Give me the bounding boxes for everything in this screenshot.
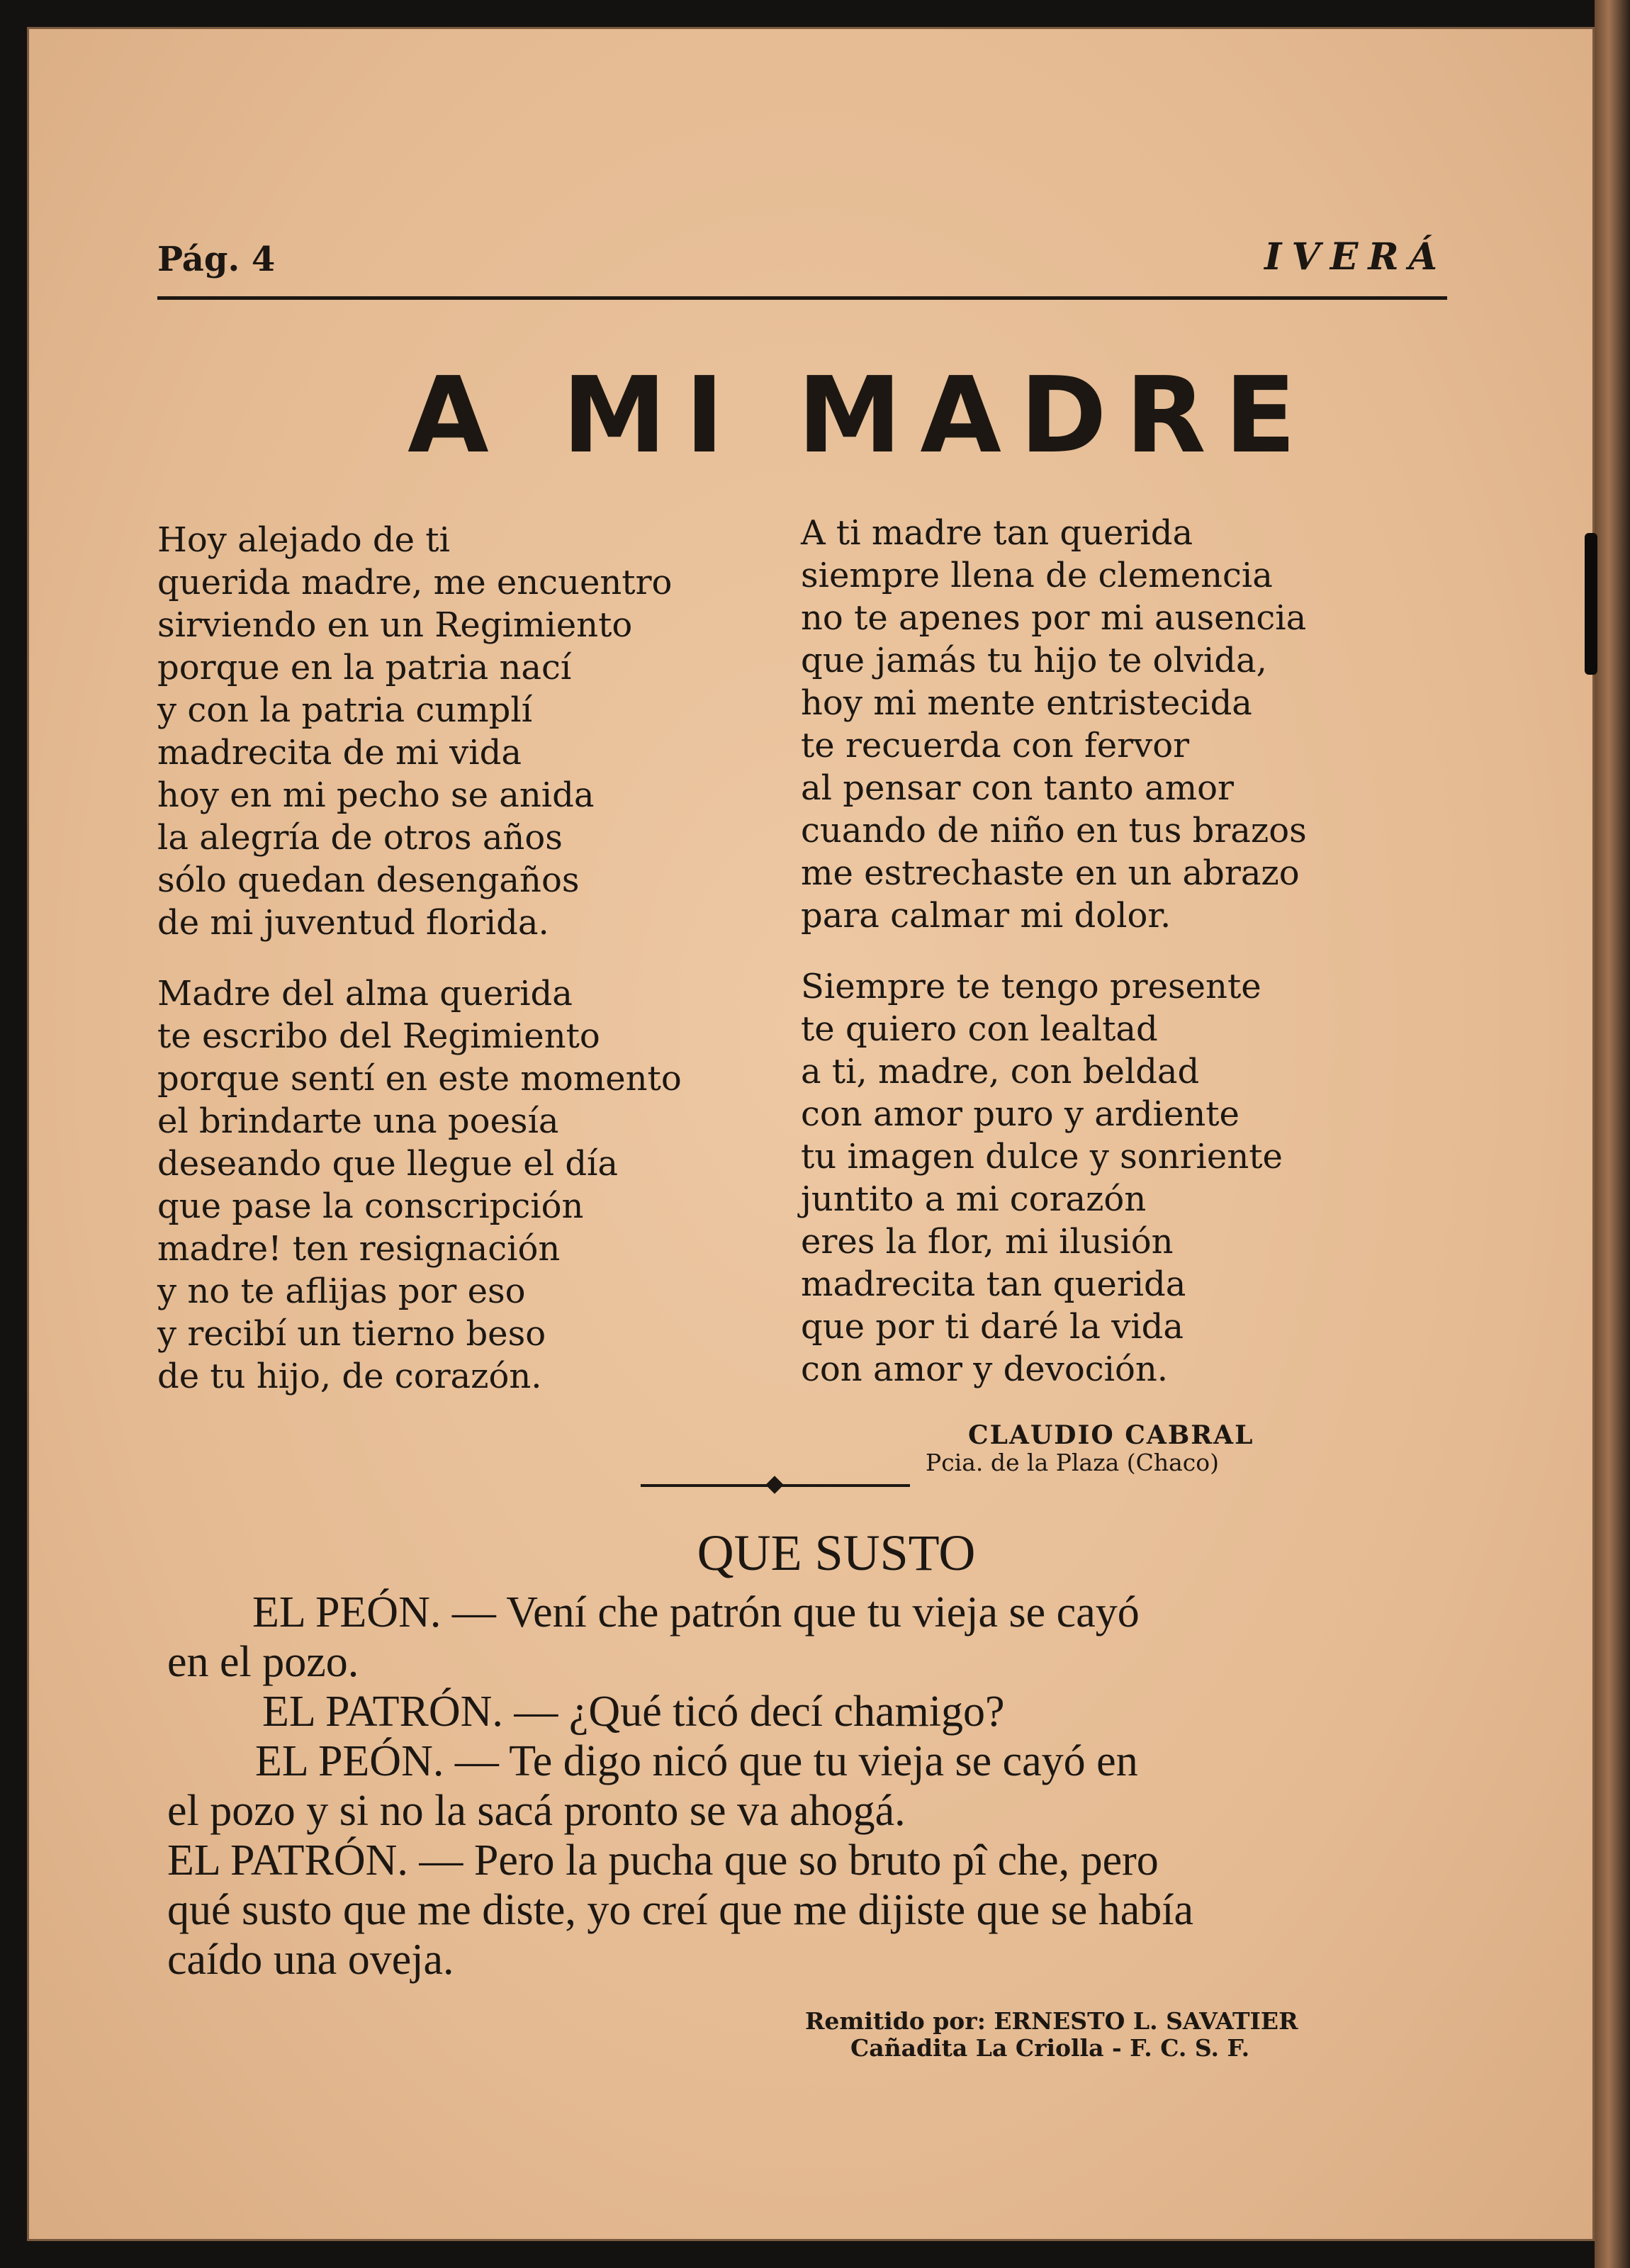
verse-line: y con la patria cumplí xyxy=(157,690,533,730)
verse-line: te escribo del Regimiento xyxy=(157,1016,600,1056)
verse-line: Hoy alejado de ti xyxy=(157,520,450,560)
dialog-line: qué susto que me diste, yo creí que me dijiste que se había xyxy=(167,1886,1194,1934)
dialog-line: en el pozo. xyxy=(167,1638,359,1686)
poem-title: A MI MADRE xyxy=(408,354,1315,476)
verse-line: que por ti daré la vida xyxy=(801,1307,1184,1347)
verse-line: a ti, madre, con beldad xyxy=(801,1052,1200,1091)
verse-line: cuando de niño en tus brazos xyxy=(801,811,1307,850)
verse-line: no te apenes por mi ausencia xyxy=(801,598,1307,638)
verse-line: sólo quedan desengaños xyxy=(157,860,580,900)
verse-line: madrecita tan querida xyxy=(801,1264,1186,1304)
verse-line: siempre llena de clemencia xyxy=(801,556,1273,595)
diamond-ornament-icon xyxy=(765,1476,783,1493)
binding-clip xyxy=(1585,533,1597,675)
verse-line: y no te aflijas por eso xyxy=(157,1271,526,1311)
poem-right-column xyxy=(801,512,1307,1419)
verse-line: que pase la conscripción xyxy=(157,1186,584,1226)
verse-line: el brindarte una poesía xyxy=(157,1101,559,1141)
verse-line: porque sentí en este momento xyxy=(157,1059,682,1099)
verse-line: hoy mi mente entristecida xyxy=(801,683,1252,723)
stanza xyxy=(157,519,682,944)
verse-line: de tu hijo, de corazón. xyxy=(157,1357,542,1396)
dialog-line: caído una oveja. xyxy=(167,1936,454,1984)
header-rule xyxy=(157,296,1447,300)
verse-line: te quiero con lealtad xyxy=(801,1009,1158,1049)
verse-line: te recuerda con fervor xyxy=(801,726,1190,765)
verse-line: al pensar con tanto amor xyxy=(801,768,1234,808)
story-credit-location: Cañadita La Criolla - F. C. S. F. xyxy=(850,2034,1250,2062)
dialog-line: el pozo y si no la sacá pronto se va ahogá. xyxy=(167,1787,906,1835)
verse-line: tu imagen dulce y sonriente xyxy=(801,1137,1283,1177)
verse-line: para calmar mi dolor. xyxy=(801,896,1171,936)
verse-line: y recibí un tierno beso xyxy=(157,1314,546,1354)
section-divider xyxy=(641,1477,910,1494)
book-spine xyxy=(1595,0,1630,2268)
story-title: QUE SUSTO xyxy=(697,1525,976,1581)
poem-author: CLAUDIO CABRAL xyxy=(968,1420,1254,1450)
stanza xyxy=(157,972,682,1398)
verse-line: querida madre, me encuentro xyxy=(157,563,673,602)
publication-name: IVERÁ xyxy=(1264,235,1447,279)
verse-line: con amor puro y ardiente xyxy=(801,1094,1240,1134)
verse-line: de mi juventud florida. xyxy=(157,903,549,943)
verse-line: me estrechaste en un abrazo xyxy=(801,853,1300,893)
stanza xyxy=(801,965,1307,1391)
page-header xyxy=(157,235,1447,303)
dialog-line: EL PATRÓN. — Pero la pucha que so bruto pî che, pero xyxy=(167,1836,1159,1885)
stanza xyxy=(801,512,1307,937)
story-text xyxy=(167,1588,1415,1984)
verse-line: A ti madre tan querida xyxy=(801,513,1193,553)
verse-line: Madre del alma querida xyxy=(157,974,573,1014)
story-credit: Remitido por: ERNESTO L. SAVATIER xyxy=(805,2007,1298,2035)
poem-location: Pcia. de la Plaza (Chaco) xyxy=(926,1449,1220,1476)
poem-left-column xyxy=(157,519,682,1426)
page-number: Pág. 4 xyxy=(157,240,276,279)
verse-line: madre! ten resignación xyxy=(157,1229,561,1269)
dialog-line: EL PATRÓN. — ¿Qué ticó decí chamigo? xyxy=(262,1688,1005,1736)
verse-line: porque en la patria nací xyxy=(157,648,572,687)
dialog-line: EL PEÓN. — Te digo nicó que tu vieja se cayó en xyxy=(255,1737,1138,1785)
verse-line: hoy en mi pecho se anida xyxy=(157,775,595,815)
verse-line: eres la flor, mi ilusión xyxy=(801,1222,1174,1262)
verse-line: madrecita de mi vida xyxy=(157,733,522,773)
verse-line: la alegría de otros años xyxy=(157,818,563,858)
verse-line: juntito a mi corazón xyxy=(801,1179,1147,1219)
dialog-line: EL PEÓN. — Vení che patrón que tu vieja se cayó xyxy=(252,1588,1140,1637)
verse-line: con amor y devoción. xyxy=(801,1349,1169,1389)
verse-line: que jamás tu hijo te olvida, xyxy=(801,641,1267,680)
verse-line: sirviendo en un Regimiento xyxy=(157,605,633,645)
verse-line: Siempre te tengo presente xyxy=(801,967,1261,1006)
verse-line: deseando que llegue el día xyxy=(157,1144,619,1184)
